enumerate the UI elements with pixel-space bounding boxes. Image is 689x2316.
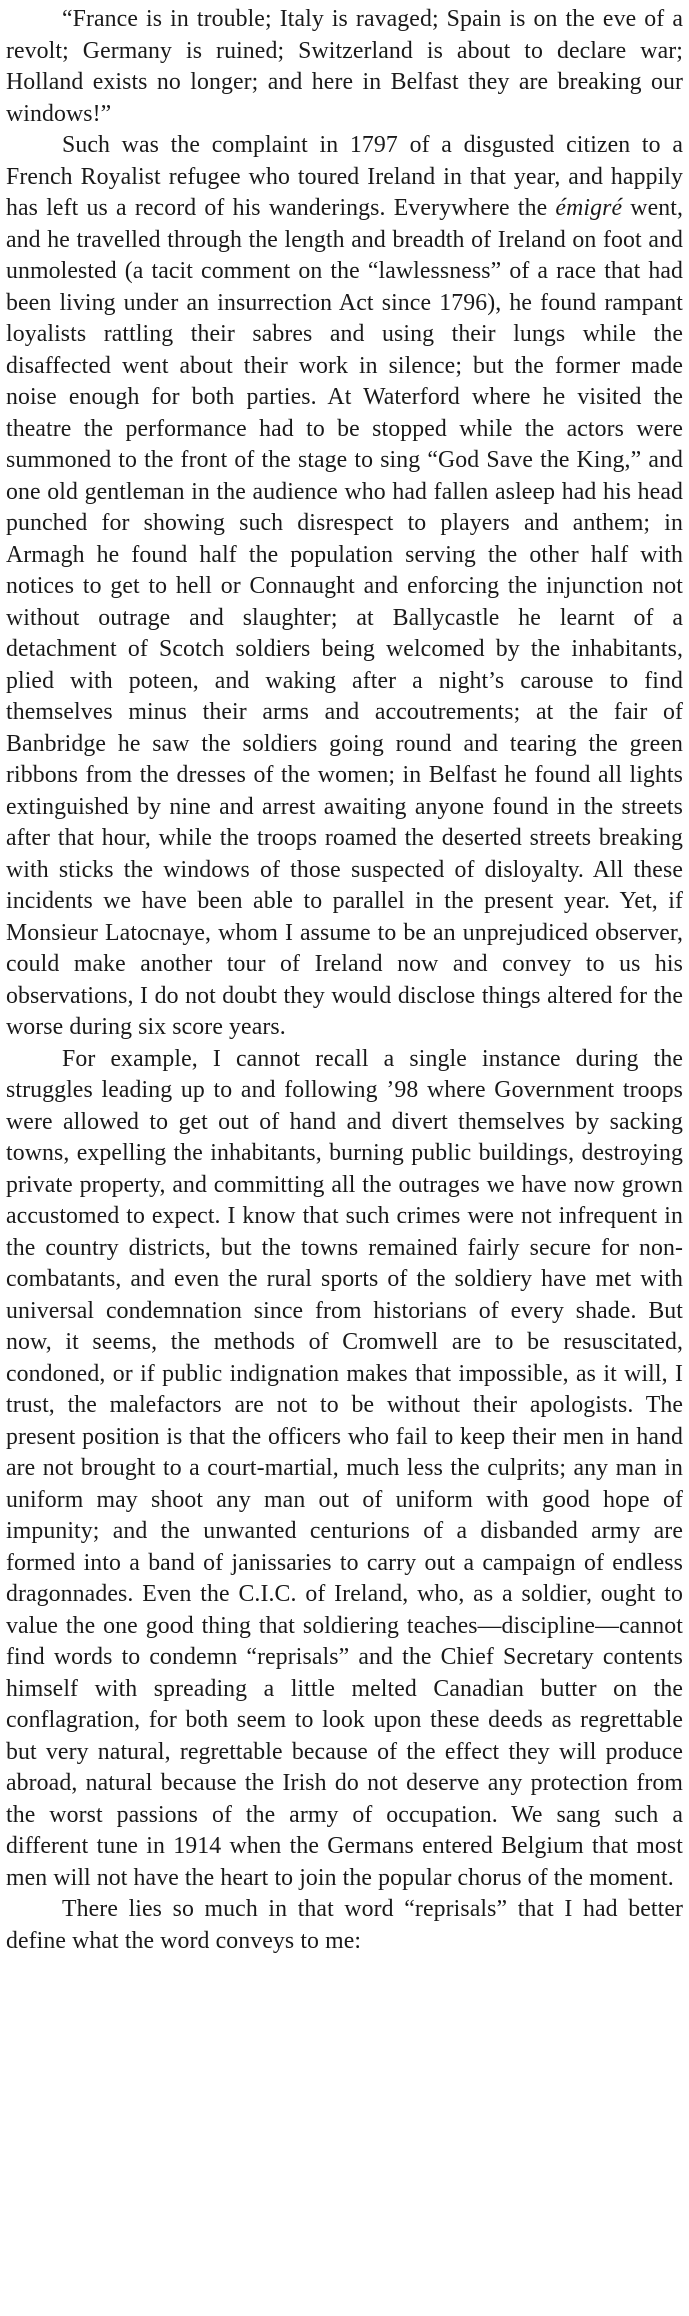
paragraph-text: Such was the complaint in 1797 of a disgusted citizen to a French Royalist refugee who toured Ireland in that year, and happily has left us a record of his wanderings. Everywhere the (6, 132, 683, 221)
paragraph-text: “France is in trouble; Italy is ravaged; Spain is on the eve of a revolt; Germany is ruined; Switzerland is about to declare war; Holland exists no longer; and here in Belfast they are breaking our windows!” (6, 6, 683, 127)
quoted-complaint-paragraph (6, 4, 683, 130)
body-paragraph-latocnaye (6, 130, 683, 1044)
body-paragraph-reprisals (6, 1894, 683, 1957)
body-paragraph-example (6, 1044, 683, 1895)
paragraph-text: went, and he travelled through the length and breadth of Ireland on foot and unmolested (a tacit comment on the “lawlessness” of a race that had been living under an insurrection Act since 1796), he found rampant loyalists rattling their sabres and using their lungs while the disaffected went about their work in silence; but the former made noise enough for both parties. At Waterford where he visited the theatre the performance had to be stopped while the actors were summoned to the front of the stage to sing “God Save the King,” and one old gentleman in the audience who had fallen asleep had his head punched for showing such disrespect to players and anthem; in Armagh he found half the population serving the other half with notices to get to hell or Connaught and enforcing the injunction not without outrage and slaughter; at Ballycastle he learnt of a detachment of Scotch soldiers being welcomed by the inhabitants, plied with poteen, and waking after a night’s carouse to find themselves minus their arms and accoutrements; at the fair of Banbridge he saw the soldiers going round and tearing the green ribbons from the dresses of the women; in Belfast he found all lights extinguished by nine and arrest awaiting anyone found in the streets after that hour, while the troops roamed the deserted streets breaking with sticks the windows of those suspected of disloyalty. All these incidents we have been able to parallel in the present year. Yet, if Monsieur Latocnaye, whom I assume to be an unprejudiced observer, could make another tour of Ireland now and convey to us his observations, I do not doubt they would disclose things altered for the worse during six score years. (6, 195, 683, 1040)
paragraph-text: There lies so much in that word “reprisals” that I had better define what the word conveys to me: (6, 1896, 683, 1954)
italic-term-emigre: émigré (555, 195, 623, 221)
paragraph-text: For example, I cannot recall a single instance during the struggles leading up to and following ’98 where Government troops were allowed to get out of hand and divert themselves by sacking towns, expelling the inhabitants, burning public buildings, destroying private property, and committing all the outrages we have now grown accustomed to expect. I know that such crimes were not infrequent in the country districts, but the towns remained fairly secure for non-combatants, and even the rural sports of the soldiery have met with universal condemnation since from historians of every shade. But now, it seems, the methods of Cromwell are to be resuscitated, condoned, or if public indignation makes that impossible, as it will, I trust, the malefactors are not to be without their apologists. The present position is that the officers who fail to keep their men in hand are not brought to a court-martial, much less the culprits; any man in uniform may shoot any man out of uniform with good hope of impunity; and the unwanted centurions of a disbanded army are formed into a band of janissaries to carry out a campaign of endless dragonnades. Even the C.I.C. of Ireland, who, as a soldier, ought to value the one good thing that soldiering teaches—discipline—cannot find words to condemn “reprisals” and the Chief Secretary contents himself with spreading a little melted Canadian butter on the conflagration, for both seem to look upon these deeds as regrettable but very natural, regrettable because of the effect they will produce abroad, natural because the Irish do not deserve any protection from the worst passions of the army of occupation. We sang such a different tune in 1914 when the Germans entered Belgium that most men will not have the heart to join the popular chorus of the moment. (6, 1045, 683, 1891)
